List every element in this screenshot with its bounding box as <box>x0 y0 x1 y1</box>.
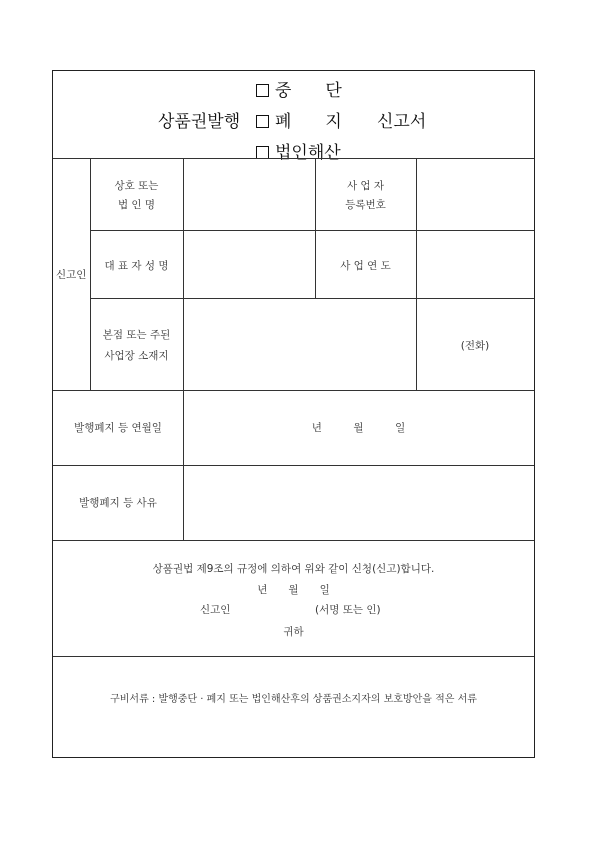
abolish-reason-field[interactable] <box>184 466 534 540</box>
address-label <box>90 325 183 367</box>
signer-label: 신고인 <box>200 604 231 616</box>
title-suffix: 신고서 <box>377 112 427 132</box>
phone-label: (전화) <box>460 340 490 352</box>
biz-reg-number-label <box>315 177 416 215</box>
title-option-suspend <box>256 76 342 101</box>
declaration-date[interactable]: 년 월 일 <box>257 584 330 596</box>
biz-year-label: 사 업 연 도 <box>340 260 391 272</box>
abolish-date-value[interactable]: 년 월 일 <box>311 422 406 434</box>
report-form <box>52 70 535 758</box>
abolish-reason-label: 발행폐지 등 사유 <box>79 497 157 509</box>
title-option-dissolution-label: 법인해산 <box>275 143 341 163</box>
divider-reason-row <box>53 540 534 541</box>
trade-name-label <box>90 177 183 215</box>
representative-name-label: 대 표 자 성 명 <box>104 260 169 272</box>
title-option-suspend-label: 중 단 <box>275 81 342 101</box>
divider-reporter <box>53 390 534 391</box>
address-label-line1: 본점 또는 주된 <box>102 329 171 341</box>
trade-name-label-line1: 상호 또는 <box>114 180 159 192</box>
title-prefix: 상품권발행 <box>158 112 241 132</box>
checkbox-abolish[interactable] <box>256 115 269 128</box>
biz-year-field[interactable] <box>417 231 534 298</box>
address-label-line2: 사업장 소재지 <box>104 350 169 362</box>
checkbox-suspend[interactable] <box>256 84 269 97</box>
representative-name-field[interactable] <box>184 231 315 298</box>
title-option-abolish <box>256 107 342 132</box>
required-documents: 구비서류 : 발행중단 · 폐지 또는 법인해산후의 상품권소지자의 보호방안을 적은 서류 <box>110 694 477 705</box>
declaration-statement: 상품권법 제9조의 규정에 의하여 위와 같이 신청(신고)합니다. <box>152 563 435 575</box>
abolish-date-label: 발행폐지 등 연월일 <box>74 422 162 434</box>
trade-name-field[interactable] <box>184 159 315 230</box>
biz-reg-number-label-line1: 사 업 자 <box>346 180 385 192</box>
reporter-label: 신고인 <box>56 269 87 281</box>
divider-declaration <box>53 656 534 657</box>
address-field[interactable] <box>184 299 416 390</box>
biz-reg-number-label-line2: 등록번호 <box>345 199 386 211</box>
trade-name-label-line2: 법 인 명 <box>117 199 156 211</box>
sign-note[interactable]: (서명 또는 인) <box>315 604 381 616</box>
biz-reg-number-field[interactable] <box>417 159 534 230</box>
title-option-abolish-label: 폐 지 <box>275 112 342 132</box>
addressee: 귀하 <box>283 626 304 638</box>
